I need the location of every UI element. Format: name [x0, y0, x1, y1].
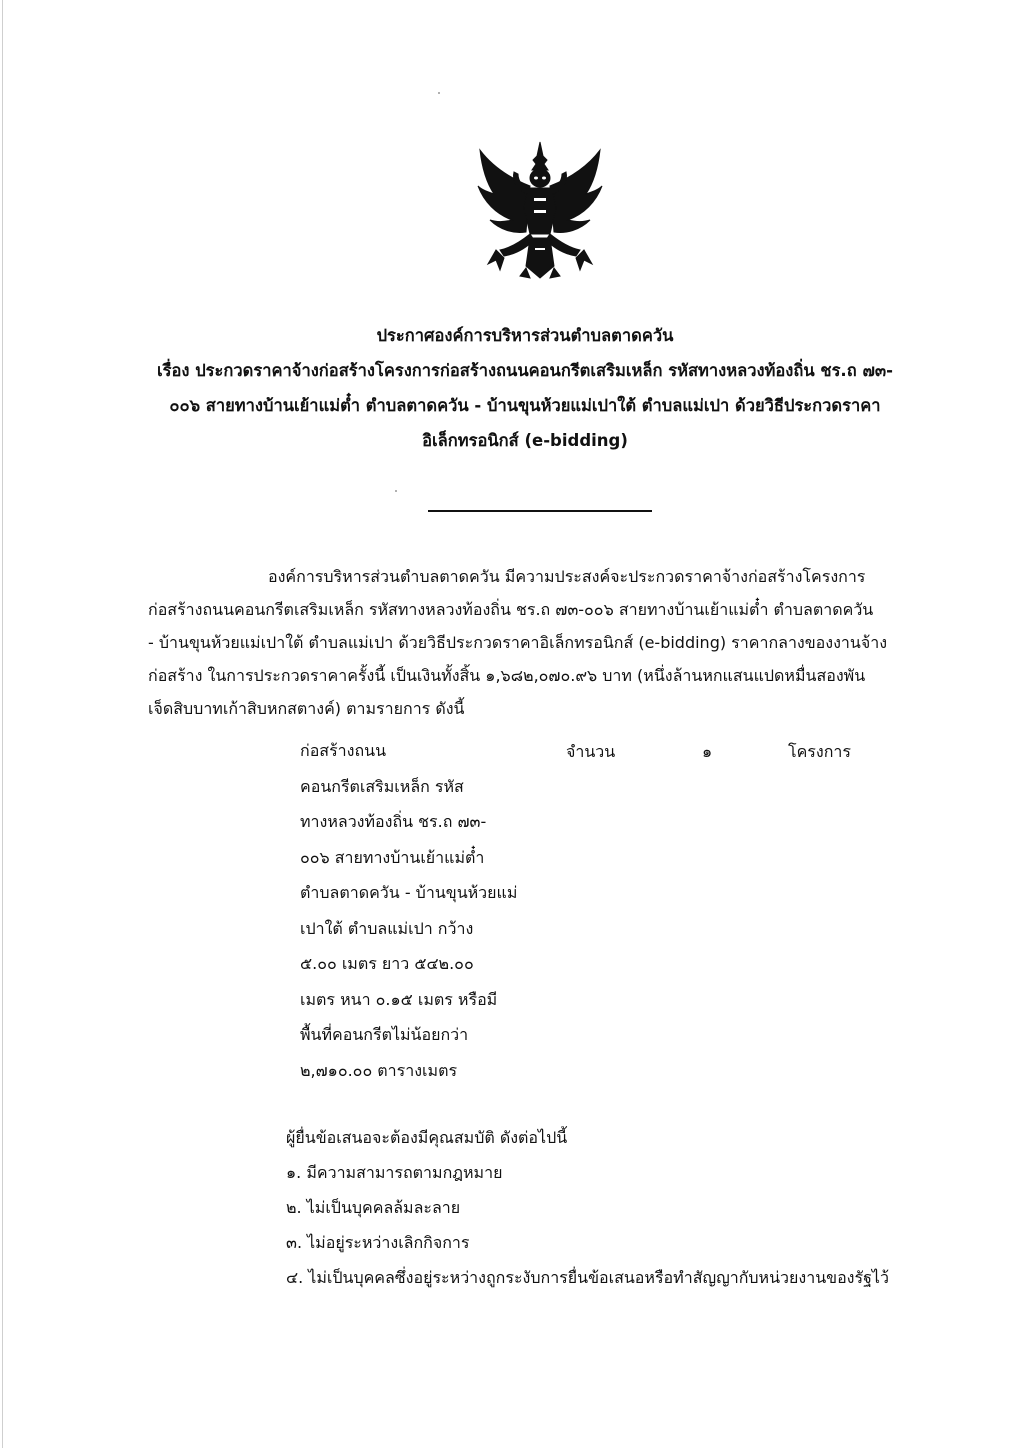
title-divider [428, 510, 652, 512]
item-line: ๕.๐๐ เมตร ยาว ๕๔๒.๐๐ [300, 954, 474, 973]
subject-line: เรื่อง ประกวดราคาจ้างก่อสร้างโครงการก่อสร้างถนนคอนกรีตเสริมเหล็ก รหัสทางหลวงท้องถิ่น ชร.ถ ๗๓- [157, 361, 893, 380]
item-line: ก่อสร้างถนน [300, 741, 387, 760]
qualifications-section [286, 1120, 889, 1295]
item-line: เปาใต้ ตำบลแม่เปา กว้าง [300, 918, 474, 938]
qualification-item: ๑. มีความสามารถตามกฎหมาย [286, 1163, 503, 1182]
paragraph-line: - บ้านขุนห้วยแม่เปาใต้ ตำบลแม่เปา ด้วยวิธีประกวดราคาอิเล็กทรอนิกส์ (e-bidding) ราคากลางของงานจ้าง [148, 633, 887, 652]
quantity-value: ๑ [702, 742, 713, 761]
qualification-item: ๔. ไม่เป็นบุคคลซึ่งอยู่ระหว่างถูกระงับการยื่นข้อเสนอหรือทำสัญญากับหน่วยงานของรัฐไว้ [286, 1268, 889, 1287]
item-description [300, 733, 517, 1088]
item-line: ๒,๗๑๐.๐๐ ตารางเมตร [300, 1060, 458, 1080]
subject-line: ๐๐๖ สายทางบ้านเย้าแม่ต๋ำ ตำบลตาดควัน - บ้านขุนห้วยแม่เปาใต้ ตำบลแม่เปา ด้วยวิธีประกวดราคา [169, 396, 881, 415]
item-line: ๐๐๖ สายทางบ้านเย้าแม่ต๋ำ [300, 847, 485, 867]
quantity-unit: โครงการ [788, 742, 851, 761]
quantity-label: จำนวน [566, 742, 616, 761]
scan-edge [2, 0, 3, 1448]
qualification-item: ๓. ไม่อยู่ระหว่างเลิกกิจการ [286, 1233, 470, 1252]
item-line: พื้นที่คอนกรีตไม่น้อยกว่า [300, 1025, 469, 1044]
subject-line: อิเล็กทรอนิกส์ (e-bidding) [422, 431, 628, 450]
item-line: ตำบลตาดควัน - บ้านขุนห้วยแม่ [300, 883, 518, 902]
intro-paragraph [148, 560, 908, 725]
item-line: คอนกรีตเสริมเหล็ก รหัส [300, 776, 464, 796]
paragraph-line: ก่อสร้าง ในการประกวดราคาครั้งนี้ เป็นเงินทั้งสิ้น ๑,๖๘๒,๐๗๐.๙๖ บาท (หนึ่งล้านหกแสนแปดหมื่นสองพัน [148, 666, 866, 685]
scan-speck [395, 490, 397, 492]
paragraph-line: ก่อสร้างถนนคอนกรีตเสริมเหล็ก รหัสทางหลวงท้องถิ่น ชร.ถ ๗๓-๐๐๖ สายทางบ้านเย้าแม่ต๋ำ ตำบลตาดควัน [148, 600, 874, 619]
garuda-emblem-icon [470, 138, 610, 288]
qualifications-heading: ผู้ยื่นข้อเสนอจะต้องมีคุณสมบัติ ดังต่อไปนี้ [286, 1128, 568, 1147]
scan-speck [438, 92, 440, 94]
qualification-item: ๒. ไม่เป็นบุคคลล้มละลาย [286, 1198, 461, 1217]
paragraph-line: เจ็ดสิบบาทเก้าสิบหกสตางค์) ตามรายการ ดังนี้ [148, 699, 465, 718]
item-line: เมตร หนา ๐.๑๕ เมตร หรือมี [300, 989, 498, 1009]
item-line: ทางหลวงท้องถิ่น ชร.ถ ๗๓- [300, 812, 487, 831]
announcement-title: ประกาศองค์การบริหารส่วนตำบลตาดควัน [376, 326, 674, 345]
paragraph-line: องค์การบริหารส่วนตำบลตาดควัน มีความประสงค์จะประกวดราคาจ้างก่อสร้างโครงการ [268, 567, 866, 586]
